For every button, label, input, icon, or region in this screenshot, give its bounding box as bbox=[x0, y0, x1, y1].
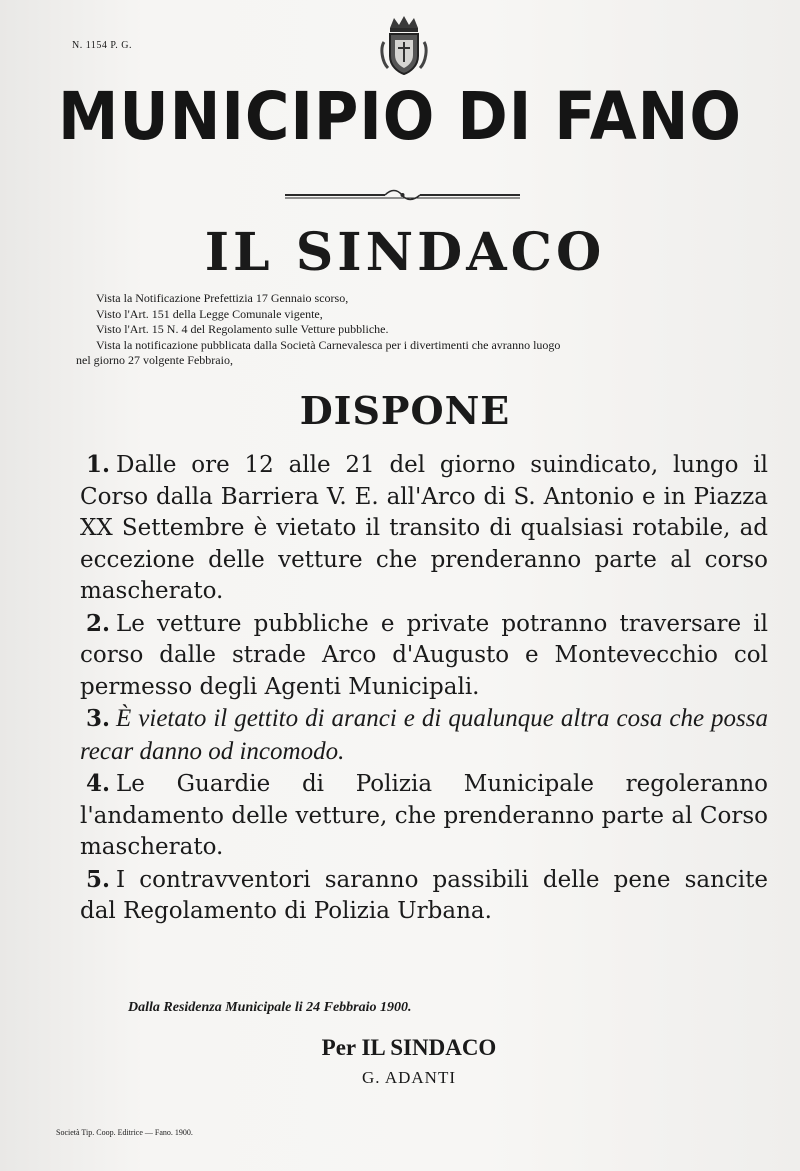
article-text: Le Guardie di Polizia Municipale regoleranno l'andamento delle vetture, che prenderanno parte al Corso mascherato. bbox=[80, 771, 768, 860]
article-number: 5. bbox=[86, 865, 111, 893]
preamble-line: nel giorno 27 volgente Febbraio, bbox=[76, 353, 233, 367]
article-text: È vietato il gettito di aranci e di qualunque altra cosa che possa recar danno od incomodo. bbox=[80, 705, 768, 765]
article-number: 3. bbox=[86, 705, 111, 732]
article-text: I contravventori saranno passibili delle pene sancite dal Regolamento di Polizia Urbana. bbox=[80, 866, 768, 924]
article bbox=[80, 449, 768, 608]
article-number: 2. bbox=[86, 609, 111, 637]
protocol-number: N. 1154 P. G. bbox=[72, 40, 133, 51]
article bbox=[80, 864, 768, 928]
issuer-title: IL SINDACO bbox=[204, 222, 606, 283]
coat-of-arms-icon bbox=[378, 14, 430, 78]
per-sindaco: Per IL SINDACO bbox=[321, 1035, 497, 1060]
article-number: 1. bbox=[86, 451, 111, 478]
preamble-line: Visto l'Art. 151 della Legge Comunale vigente, bbox=[96, 306, 323, 321]
municipality-title: MUNICIPIO DI FANO bbox=[58, 78, 742, 155]
article bbox=[80, 703, 768, 768]
signatory: G. ADANTI bbox=[362, 1068, 456, 1087]
decree-heading: DISPONE bbox=[299, 388, 511, 433]
article bbox=[80, 768, 768, 864]
ornamental-rule bbox=[285, 188, 520, 202]
article-text: Dalle ore 12 alle 21 del giorno suindicato, lungo il Corso dalla Barriera V. E. all'Arco di S. Antonio e in Piazza XX Settembre è vietato il transito di qualsiasi rotabile, ad eccezione delle vetture che prenderanno parte al corso mascherato. bbox=[80, 452, 768, 604]
article bbox=[80, 608, 768, 704]
preamble-line: Vista la Notificazione Prefettizia 17 Gennaio scorso, bbox=[96, 291, 349, 305]
article-number: 4. bbox=[86, 770, 111, 797]
decree-articles bbox=[80, 449, 768, 928]
preamble-line: Vista la notificazione pubblicata dalla Società Carnevalesca per i divertimenti che avranno luogo bbox=[96, 337, 561, 352]
preamble-line: Visto l'Art. 15 N. 4 del Regolamento sulle Vetture pubbliche. bbox=[96, 322, 389, 336]
article-text: Le vetture pubbliche e private potranno traversare il corso dalle strade Arco d'Augusto e Montevecchio col permesso degli Agenti Municipali. bbox=[80, 610, 768, 700]
preamble bbox=[76, 291, 756, 369]
dateline: Dalla Residenza Municipale li 24 Febbraio 1900. bbox=[128, 1000, 412, 1015]
printer-credit: Società Tip. Coop. Editrice — Fano. 1900. bbox=[56, 1128, 193, 1137]
